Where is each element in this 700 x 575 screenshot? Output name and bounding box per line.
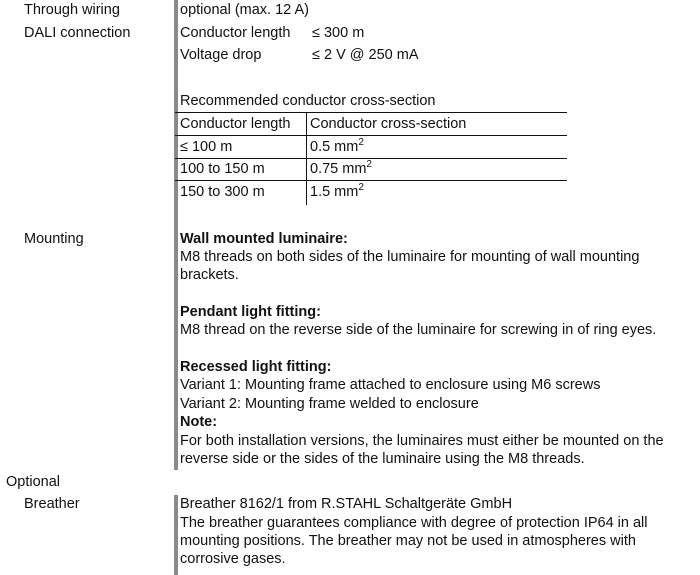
section-divider-bar [174,0,178,470]
wall-mounted-text-2: brackets. [180,267,239,283]
label-through-wiring: Through wiring [24,2,120,18]
note-text-2: reverse side or the sides of the luminaire using the M8 threads. [180,451,585,467]
section-divider-bar-optional [174,495,178,575]
label-breather: Breather [24,496,80,512]
breather-line-4: corrosive gases. [180,551,286,567]
table-header-length: Conductor length [180,116,291,132]
optional-heading: Optional [6,474,61,490]
pendant-text: M8 thread on the reverse side of the luminaire for screwing in of ring eyes. [180,322,657,338]
pendant-title: Pendant light fitting: [180,304,321,320]
table-cell-length: ≤ 100 m [180,139,233,155]
table-column-divider [306,112,307,205]
table-header-section: Conductor cross-section [310,116,467,132]
conductor-length-value: ≤ 300 m [312,25,365,41]
table-cell-section: 0.75 $mm^2$ [310,159,372,177]
label-dali-connection: DALI connection [24,25,131,41]
label-mounting: Mounting [24,231,84,247]
conductor-length-label: Conductor length [180,25,291,41]
table-cell-section: 0.5 $mm^2$ [310,137,364,155]
recessed-variant-2: Variant 2: Mounting frame welded to enclosure [180,396,479,412]
recessed-title: Recessed light fitting: [180,359,332,375]
wall-mounted-title: Wall mounted luminaire: [180,231,348,247]
table-title: Recommended conductor cross-section [180,93,436,109]
table-rule [175,135,567,136]
table-rule [175,112,567,113]
voltage-drop-value: ≤ 2 V @ 250 mA [312,47,419,63]
wall-mounted-text-1: M8 threads on both sides of the luminaire for mounting of wall mounting [180,249,640,265]
breather-line-3: mounting positions. The breather may not be used in atmospheres with [180,533,636,549]
note-title: Note: [180,414,218,430]
voltage-drop-label: Voltage drop [180,47,262,63]
table-cell-section: 1.5 $mm^2$ [310,182,364,200]
table-cell-length: 150 to 300 m [180,184,265,200]
table-cell-length: 100 to 150 m [180,161,265,177]
value-through-wiring: optional (max. 12 A) [180,2,309,18]
recessed-variant-1: Variant 1: Mounting frame attached to enclosure using M6 screws [180,377,601,393]
breather-line-1: Breather 8162/1 from R.STAHL Schaltgeräte GmbH [180,496,513,512]
note-text-1: For both installation versions, the luminaires must either be mounted on the [180,433,664,449]
breather-line-2: The breather guarantees compliance with degree of protection IP64 in all [180,515,648,531]
table-rule [175,180,567,181]
